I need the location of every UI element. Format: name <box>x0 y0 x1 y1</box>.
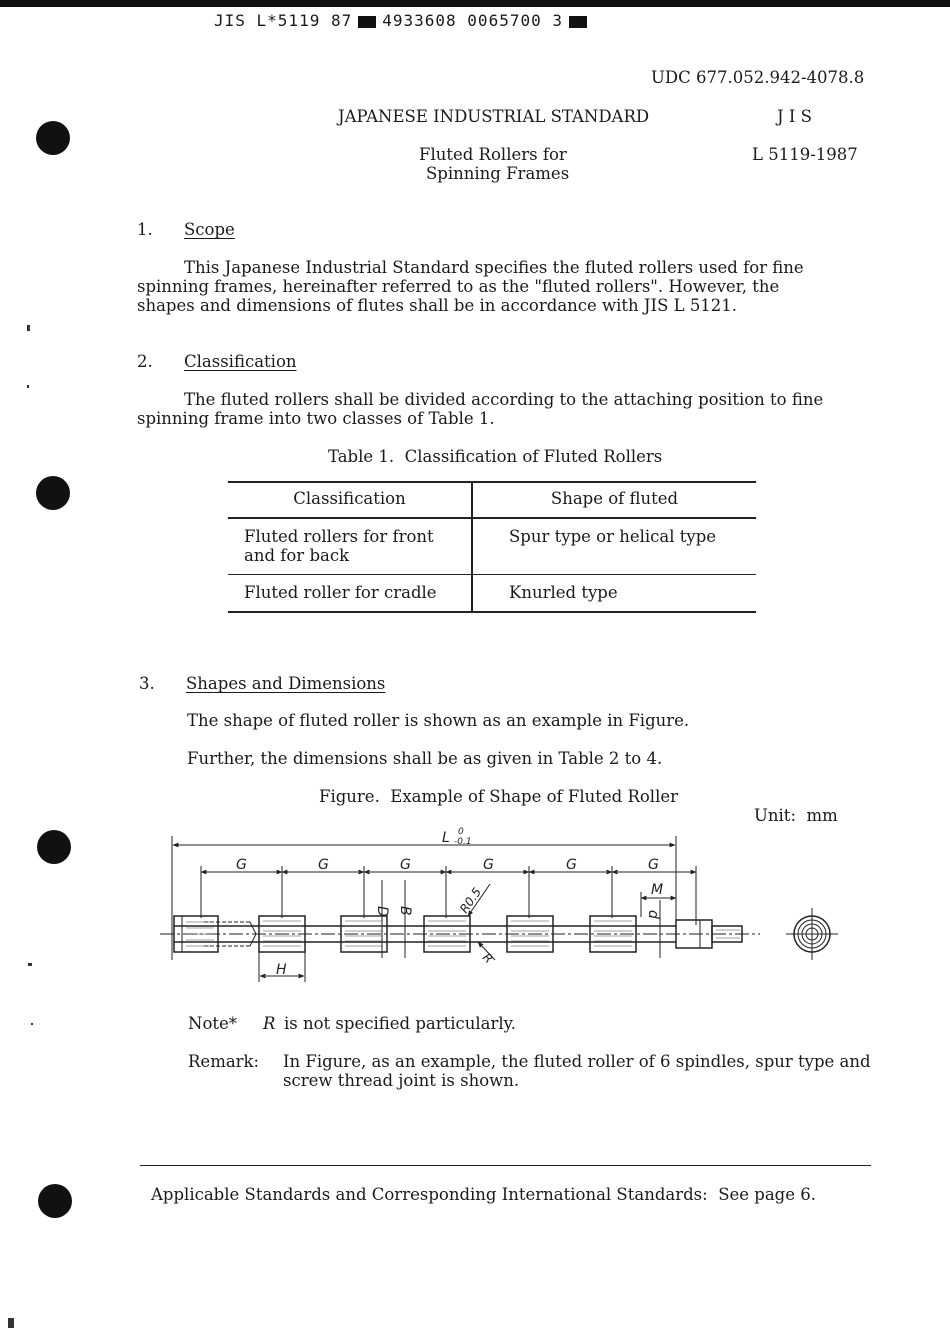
fig-label-h: H <box>276 962 287 978</box>
scan-speck <box>28 963 32 966</box>
scan-header-code <box>214 11 593 30</box>
table-cell-class-cradle: Fluted roller for cradle <box>244 583 437 602</box>
fig-label-m: M <box>651 882 664 898</box>
section-2-title: Classification <box>184 352 297 371</box>
footer-rule <box>140 1165 871 1166</box>
footer-text: Applicable Standards and Corresponding International Standards: See page 6. <box>151 1185 816 1204</box>
note-text: is not specified particularly. <box>284 1014 517 1033</box>
scan-top-border <box>0 0 950 7</box>
section-3-body-1: The shape of fluted roller is shown as an example in Figure. <box>187 711 690 730</box>
fig-label-r: R <box>479 950 496 967</box>
table-top-rule <box>228 481 756 483</box>
section-3-title: Shapes and Dimensions <box>186 674 386 693</box>
section-3-body-2: Further, the dimensions shall be as given in Table 2 to 4. <box>187 749 663 768</box>
section-1-number: 1. <box>137 220 153 239</box>
binder-hole <box>36 121 70 155</box>
table-bottom-rule <box>228 611 756 613</box>
doc-title-line2: Spinning Frames <box>426 164 570 183</box>
scan-mark-square <box>569 16 587 28</box>
fig-label-small-d: d <box>645 910 661 919</box>
table-cell-class-front-back: Fluted rollers for front and for back <box>244 527 434 565</box>
figure-caption: Figure. Example of Shape of Fluted Roller <box>319 787 679 806</box>
section-1-body: This Japanese Industrial Standard specifies the fluted rollers used for fine spinning frames, hereinafter referred to as the "fluted rollers". However, the shapes and dimensions of flutes shall be in accordance with JIS L 5121. <box>137 258 804 315</box>
fig-label-g6: G <box>648 857 659 873</box>
note-symbol: R <box>263 1014 276 1033</box>
fig-label-d-upper: D <box>374 906 390 917</box>
scan-mark-square <box>358 16 376 28</box>
section-1-title: Scope <box>184 220 235 239</box>
remark-text: In Figure, as an example, the fluted roller of 6 spindles, spur type and screw thread joint is shown. <box>283 1052 871 1090</box>
binder-hole <box>38 1184 72 1218</box>
scan-speck <box>31 1023 33 1025</box>
table-header-classification: Classification <box>293 489 406 508</box>
scan-code-part2: 4933608 0065700 3 <box>382 11 563 30</box>
jis-label: J I S <box>777 107 812 126</box>
binder-hole <box>36 476 70 510</box>
fig-label-l-tol-lower: -0.1 <box>454 837 472 847</box>
table-cell-shape-spur: Spur type or helical type <box>509 527 717 546</box>
fig-label-g3: G <box>400 857 411 873</box>
note-label: Note* <box>188 1014 238 1033</box>
fig-label-b: B <box>397 906 413 916</box>
table-cell-shape-knurled: Knurled type <box>509 583 618 602</box>
fig-label-l-tol-upper: 0 <box>458 827 464 837</box>
standard-title: JAPANESE INDUSTRIAL STANDARD <box>338 107 650 126</box>
table-row-rule <box>228 574 756 575</box>
remark-label: Remark: <box>188 1052 260 1071</box>
binder-hole <box>37 830 71 864</box>
fig-label-l: L <box>442 830 450 846</box>
scan-speck <box>27 385 29 388</box>
fig-label-g2: G <box>318 857 329 873</box>
fig-label-g4: G <box>483 857 494 873</box>
doc-number: L 5119-1987 <box>752 145 858 164</box>
doc-title-line1: Fluted Rollers for <box>419 145 567 164</box>
udc-number: UDC 677.052.942-4078.8 <box>651 68 865 87</box>
scan-speck <box>8 1318 14 1328</box>
table-header-shape: Shape of fluted <box>550 489 679 508</box>
section-2-number: 2. <box>137 352 153 371</box>
table-header-rule <box>228 517 756 519</box>
scan-code-part1: JIS L*5119 87 <box>214 11 353 30</box>
scan-speck <box>27 325 30 331</box>
fig-label-g5: G <box>566 857 577 873</box>
figure-unit: Unit: mm <box>754 806 838 825</box>
table1-caption: Table 1. Classification of Fluted Rollers <box>328 447 663 466</box>
fig-label-r05: R0.5 <box>456 885 485 916</box>
section-2-body: The fluted rollers shall be divided according to the attaching position to fine spinning frame into two classes of Table 1. <box>137 390 824 428</box>
section-3-number: 3. <box>139 674 155 693</box>
fig-label-g1: G <box>236 857 247 873</box>
